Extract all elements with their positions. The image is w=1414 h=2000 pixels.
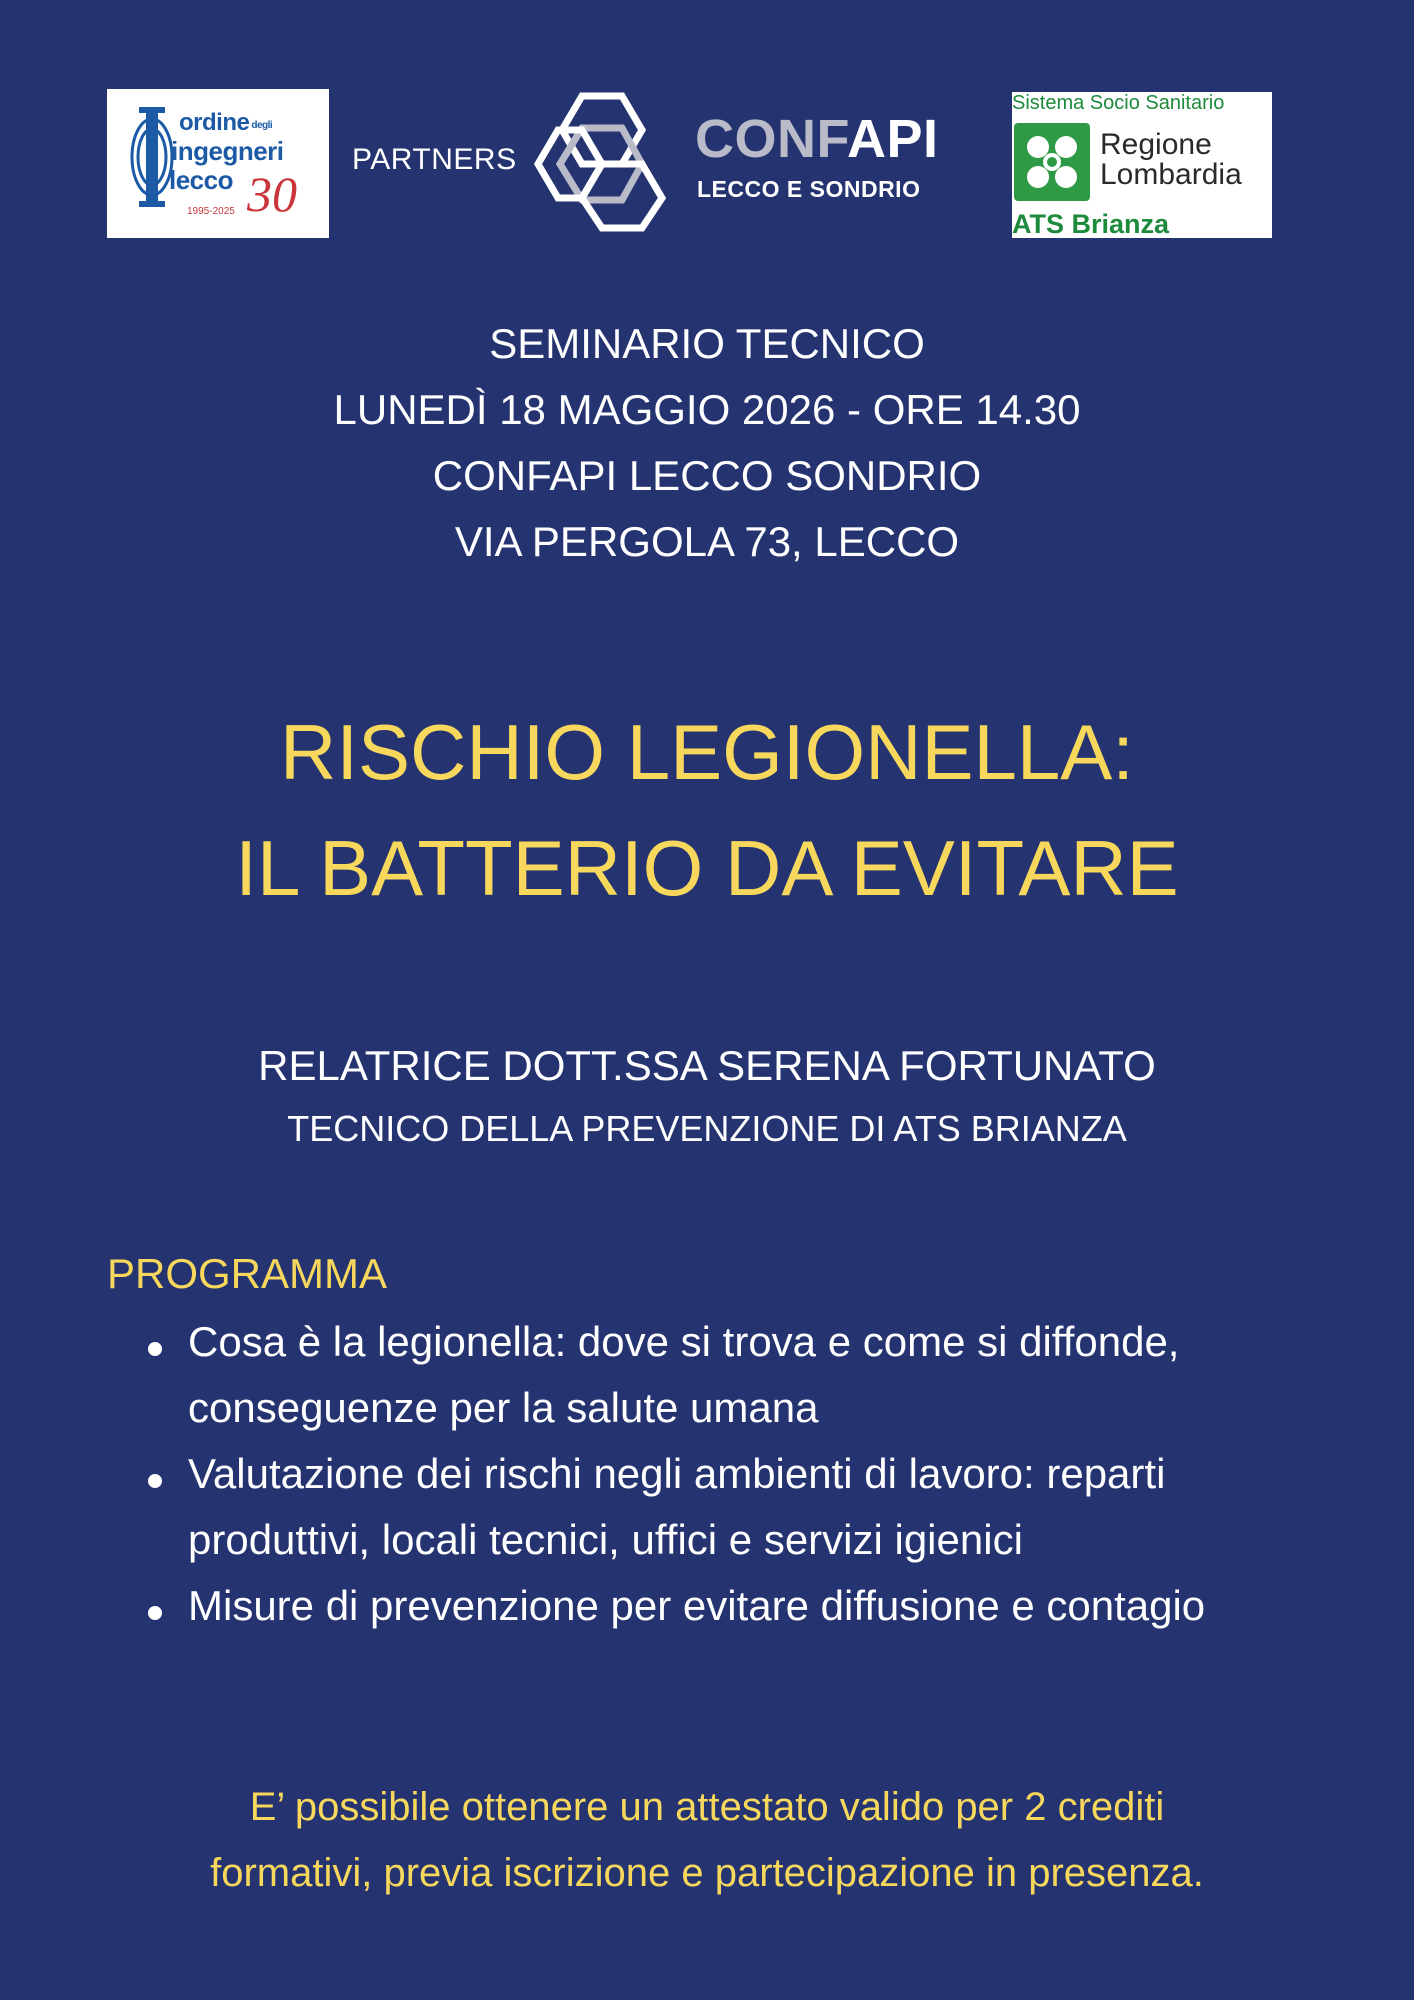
ordine-anniversary: 30 xyxy=(247,166,297,222)
program-item-1-line2: conseguenze per la salute umana xyxy=(188,1384,819,1431)
ordine-line3: lecco xyxy=(169,165,233,195)
program-item-3-line1: Misure di prevenzione per evitare diffusione e contagio xyxy=(188,1582,1206,1629)
speaker-name: RELATRICE DOTT.SSA SERENA FORTUNATO xyxy=(258,1042,1156,1089)
bullet-icon xyxy=(148,1606,162,1620)
regione-top-text: Sistema Socio Sanitario xyxy=(1012,92,1225,114)
partners-label: PARTNERS xyxy=(352,143,517,176)
event-venue: CONFAPI LECCO SONDRIO xyxy=(432,452,982,499)
event-address: VIA PERGOLA 73, LECCO xyxy=(454,518,960,565)
program-item-1-line1: Cosa è la legionella: dove si trova e come si diffonde, xyxy=(188,1318,1180,1365)
event-type: SEMINARIO TECNICO xyxy=(489,320,925,367)
confapi-hexagon-icon xyxy=(530,88,680,234)
confapi-wordmark: CONFAPI xyxy=(695,109,939,169)
bullet-icon xyxy=(148,1342,162,1356)
event-date: LUNEDÌ 18 MAGGIO 2026 - ORE 14.30 xyxy=(333,386,1081,433)
regione-mark-icon xyxy=(1014,123,1090,201)
note-line2: formativi, previa iscrizione e partecipazione in presenza. xyxy=(210,1851,1204,1895)
ordine-ingegneri-logo xyxy=(107,89,329,238)
title-line1: RISCHIO LEGIONELLA: xyxy=(280,708,1134,796)
regione-ats: ATS Brianza xyxy=(1012,209,1170,238)
ordine-line1: ordine degli xyxy=(179,109,273,136)
title-line2: IL BATTERIO DA EVITARE xyxy=(235,824,1179,912)
regione-name: Regione Lombardia xyxy=(1100,128,1242,191)
bullet-icon xyxy=(148,1474,162,1488)
ordine-years: 1995-2025 xyxy=(187,206,235,217)
program-label: PROGRAMMA xyxy=(107,1250,388,1297)
program-item-2-line1: Valutazione dei rischi negli ambienti di lavoro: reparti xyxy=(188,1450,1166,1497)
program-item-2-line2: produttivi, locali tecnici, uffici e servizi igienici xyxy=(188,1516,1023,1563)
note-line1: E’ possibile ottenere un attestato valido per 2 crediti xyxy=(249,1785,1165,1829)
regione-lombardia-logo xyxy=(1012,92,1272,238)
ordine-line2: ingegneri xyxy=(171,136,284,166)
confapi-subtitle: LECCO E SONDRIO xyxy=(697,176,921,202)
speaker-role: TECNICO DELLA PREVENZIONE DI ATS BRIANZA xyxy=(287,1108,1127,1149)
